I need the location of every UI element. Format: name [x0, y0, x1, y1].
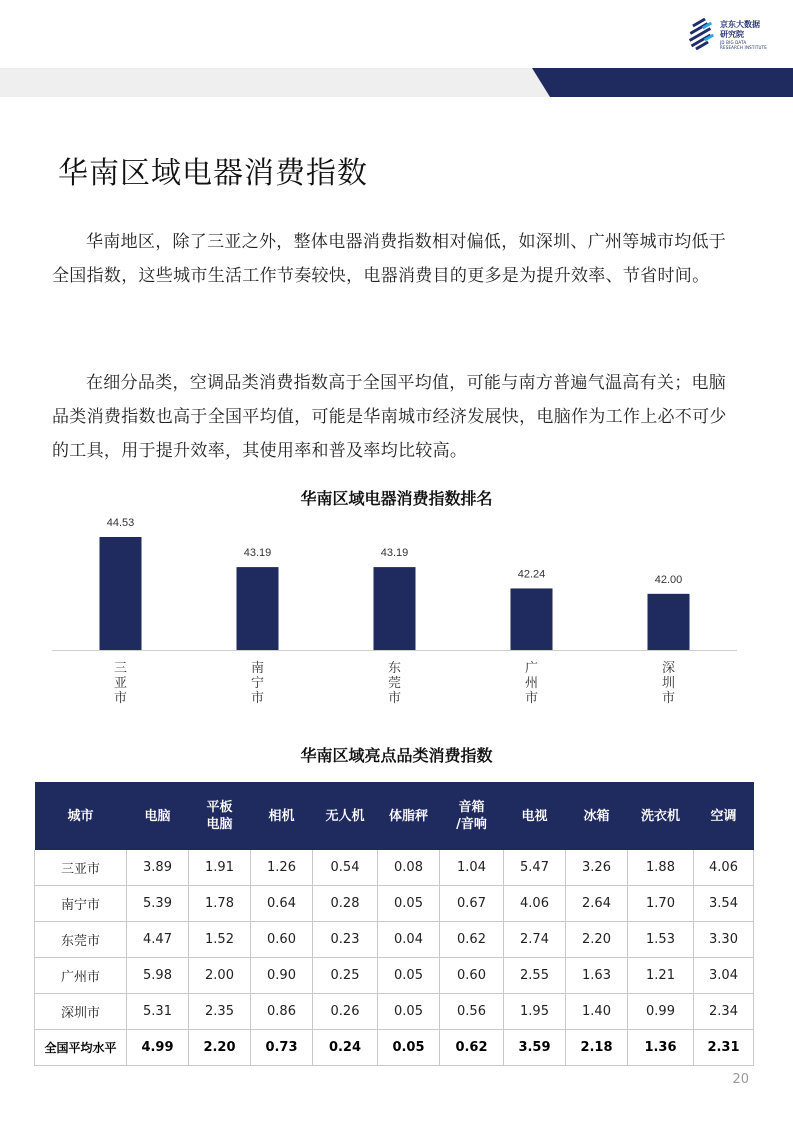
bar-value-label: 43.19 — [380, 547, 409, 560]
table-title: 华南区域亮点品类消费指数 — [300, 746, 493, 765]
table-cell: 2.64 — [566, 886, 628, 922]
table-cell: 1.63 — [566, 958, 628, 994]
table-cell: 0.64 — [251, 886, 313, 922]
table-row-average — [35, 1030, 754, 1066]
table-cell: 1.70 — [628, 886, 694, 922]
table-cell: 0.67 — [440, 886, 504, 922]
x-tick-label: 三亚市 — [113, 661, 128, 706]
table-cell: 2.74 — [504, 922, 566, 958]
table-cell: 全国平均水平 — [35, 1030, 127, 1066]
chart-title: 华南区域电器消费指数排名 — [300, 489, 493, 508]
table-cell: 1.53 — [628, 922, 694, 958]
table-cell: 5.47 — [504, 850, 566, 886]
table-cell: 1.21 — [628, 958, 694, 994]
table-cell: 1.36 — [628, 1030, 694, 1066]
table-row — [35, 922, 754, 958]
table-cell: 5.98 — [127, 958, 189, 994]
bar — [374, 567, 416, 650]
table-cell: 5.39 — [127, 886, 189, 922]
table-cell: 1.78 — [189, 886, 251, 922]
table-cell: 0.60 — [251, 922, 313, 958]
table-row — [35, 850, 754, 886]
table-header-cell: 电视 — [504, 782, 566, 850]
table-cell: 0.73 — [251, 1030, 313, 1066]
table-cell: 3.26 — [566, 850, 628, 886]
table-cell: 3.54 — [694, 886, 754, 922]
table-header-cell: 电脑 — [127, 782, 189, 850]
table-header-cell: 体脂秤 — [378, 782, 440, 850]
table-cell: 0.05 — [378, 886, 440, 922]
table-cell: 0.05 — [378, 1030, 440, 1066]
table-cell: 广州市 — [35, 958, 127, 994]
table-cell: 4.06 — [694, 850, 754, 886]
bar-chart — [0, 500, 793, 715]
table-cell: 2.35 — [189, 994, 251, 1030]
header-band-navy — [532, 68, 793, 97]
table-cell: 2.18 — [566, 1030, 628, 1066]
bar-value-label: 43.19 — [243, 547, 272, 560]
table-cell: 0.99 — [628, 994, 694, 1030]
table-cell: 1.26 — [251, 850, 313, 886]
logo-name-en: JD BIG DATA RESEARCH INSTITUTE — [720, 40, 768, 50]
bar — [100, 537, 142, 650]
table-cell: 3.89 — [127, 850, 189, 886]
bar — [237, 567, 279, 650]
table-cell: 0.25 — [313, 958, 378, 994]
table-cell: 0.28 — [313, 886, 378, 922]
table-header-cell: 相机 — [251, 782, 313, 850]
table-cell: 0.86 — [251, 994, 313, 1030]
table-cell: 4.47 — [127, 922, 189, 958]
table-cell: 1.04 — [440, 850, 504, 886]
table-cell: 3.04 — [694, 958, 754, 994]
table-cell: 5.31 — [127, 994, 189, 1030]
table-header-cell: 空调 — [694, 782, 754, 850]
table-cell: 0.05 — [378, 958, 440, 994]
table-cell: 1.52 — [189, 922, 251, 958]
table-row — [35, 994, 754, 1030]
table-header-cell: 平板 电脑 — [189, 782, 251, 850]
table-cell: 三亚市 — [35, 850, 127, 886]
table-cell: 0.90 — [251, 958, 313, 994]
table-row — [35, 958, 754, 994]
table-cell: 东莞市 — [35, 922, 127, 958]
x-tick-label: 深圳市 — [661, 661, 676, 706]
logo-globe-icon — [688, 18, 716, 50]
page-title: 华南区域电器消费指数 — [58, 156, 368, 191]
table-header-cell: 城市 — [35, 782, 127, 850]
table-cell: 深圳市 — [35, 994, 127, 1030]
paragraph-2: 在细分品类，空调品类消费指数高于全国平均值，可能与南方普遍气温高有关；电脑品类消费指数也高于全国平均值，可能是华南城市经济发展快，电脑作为工作上必不可少的工具，用于提升效率，其使用率和普及率均比较高。 — [52, 373, 727, 461]
logo-name-cn: 京东大数据 研究院 — [720, 20, 760, 39]
table-cell: 0.62 — [440, 1030, 504, 1066]
table-cell: 4.06 — [504, 886, 566, 922]
table-cell: 0.05 — [378, 994, 440, 1030]
table-cell: 1.91 — [189, 850, 251, 886]
category-index-table — [34, 782, 753, 1066]
table-cell: 0.23 — [313, 922, 378, 958]
logo — [688, 18, 768, 54]
table-cell: 1.88 — [628, 850, 694, 886]
table-cell: 0.24 — [313, 1030, 378, 1066]
table-cell: 3.59 — [504, 1030, 566, 1066]
bar — [511, 588, 553, 650]
table-cell: 2.55 — [504, 958, 566, 994]
x-tick-label: 广州市 — [524, 661, 539, 706]
table-cell: 0.08 — [378, 850, 440, 886]
table-cell: 2.20 — [189, 1030, 251, 1066]
x-tick-label: 东莞市 — [387, 661, 402, 706]
table-cell: 0.54 — [313, 850, 378, 886]
page-number: 20 — [732, 1072, 749, 1087]
table-header-row — [35, 782, 754, 850]
table-cell: 2.31 — [694, 1030, 754, 1066]
table-header-cell: 冰箱 — [566, 782, 628, 850]
table-cell: 2.00 — [189, 958, 251, 994]
bar-value-label: 44.53 — [106, 517, 135, 529]
table-cell: 0.04 — [378, 922, 440, 958]
table-cell: 3.30 — [694, 922, 754, 958]
table-cell: 0.26 — [313, 994, 378, 1030]
table-cell: 1.95 — [504, 994, 566, 1030]
table-body — [35, 850, 754, 1066]
x-tick-label: 南宁市 — [250, 661, 265, 706]
table-header-cell: 音箱 /音响 — [440, 782, 504, 850]
paragraph-1: 华南地区，除了三亚之外，整体电器消费指数相对偏低，如深圳、广州等城市均低于全国指数，这些城市生活工作节奏较快，电器消费目的更多是为提升效率、节省时间。 — [52, 232, 727, 286]
header-band-gray — [0, 68, 560, 97]
table-cell: 南宁市 — [35, 886, 127, 922]
table-header-cell: 洗衣机 — [628, 782, 694, 850]
table-cell: 2.20 — [566, 922, 628, 958]
table-row — [35, 886, 754, 922]
table-cell: 0.60 — [440, 958, 504, 994]
bar — [648, 594, 690, 650]
table-cell: 0.56 — [440, 994, 504, 1030]
table-cell: 2.34 — [694, 994, 754, 1030]
table-header-cell: 无人机 — [313, 782, 378, 850]
table-cell: 4.99 — [127, 1030, 189, 1066]
table-cell: 1.40 — [566, 994, 628, 1030]
bar-value-label: 42.00 — [654, 573, 683, 586]
bar-value-label: 42.24 — [517, 568, 546, 581]
table-cell: 0.62 — [440, 922, 504, 958]
